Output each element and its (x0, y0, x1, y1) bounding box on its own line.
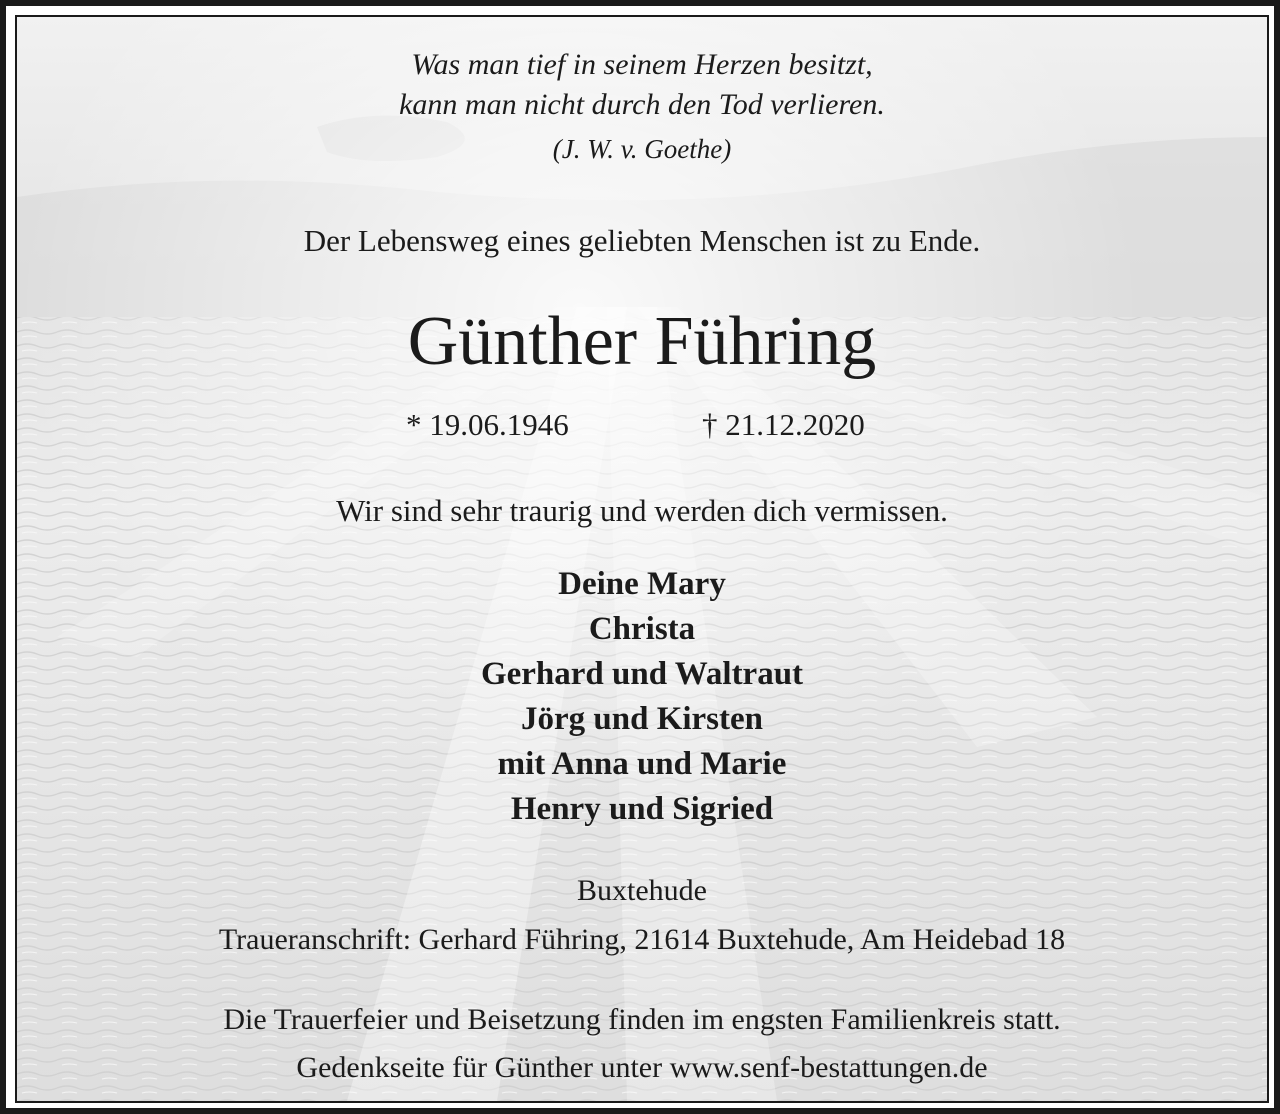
quote-line-2: kann man nicht durch den Tod verlieren. (399, 88, 885, 121)
family-member: Deine Mary (558, 566, 726, 602)
death-date: † 21.12.2020 (702, 407, 865, 442)
intro-sentence: Der Lebensweg eines geliebten Menschen ist zu Ende. (303, 223, 981, 258)
memorial-page-note: Gedenkseite für Günther unter www.senf-bestattungen.de (296, 1051, 988, 1084)
family-member: Christa (588, 611, 696, 647)
farewell-message: Wir sind sehr traurig und werden dich vermissen. (336, 493, 948, 528)
quote-author: (J. W. v. Goethe) (552, 134, 732, 164)
quote-line-1: Was man tief in seinem Herzen besitzt, (411, 48, 873, 81)
obituary-panel (15, 15, 1269, 1103)
family-member: Jörg und Kirsten (520, 701, 764, 737)
deceased-name: Günther Führing (407, 303, 877, 380)
mourning-address: Traueranschrift: Gerhard Führing, 21614 Buxtehude, Am Heidebad 18 (218, 923, 1066, 956)
family-member: mit Anna und Marie (497, 746, 787, 782)
family-member: Gerhard und Waltraut (480, 656, 804, 692)
ceremony-note: Die Trauerfeier und Beisetzung finden im engsten Familienkreis statt. (223, 1003, 1061, 1036)
place: Buxtehude (577, 874, 707, 907)
birth-date: * 19.06.1946 (406, 407, 569, 442)
family-member: Henry und Sigried (510, 791, 774, 827)
